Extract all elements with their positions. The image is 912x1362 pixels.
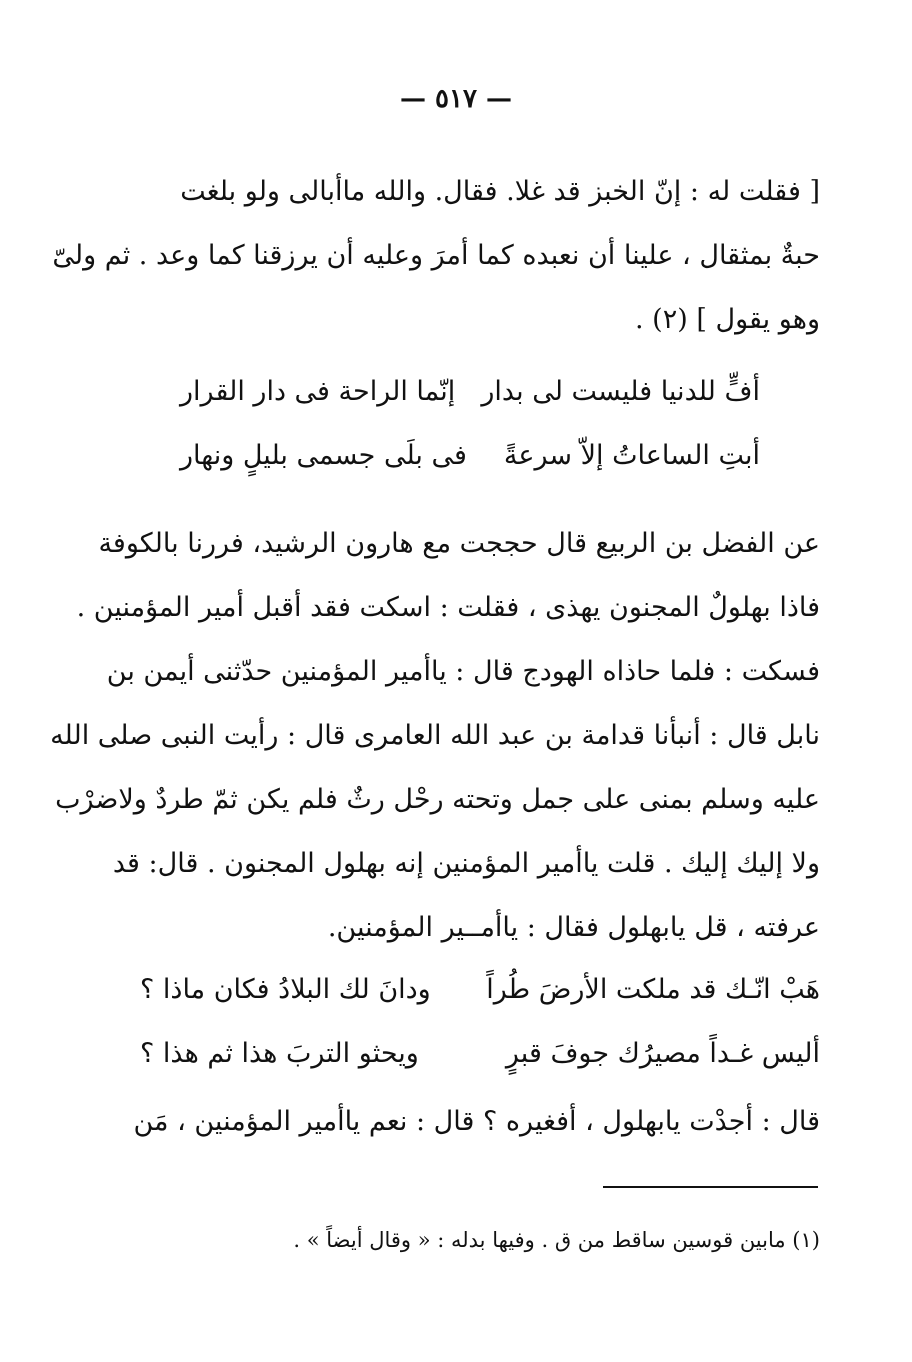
verse-hemistich-right: هَبْ انّـك قد ملكت الأرضَ طُراً xyxy=(486,974,820,1005)
verse-hemistich-left: ودانَ لك البلادُ فكان ماذا ؟ xyxy=(140,974,431,1005)
text-line: فسكت : فلما حاذاه الهودج قال : ياأمير المؤمنين حدّثنى أيمن بن xyxy=(106,656,820,687)
poem-verse-2 xyxy=(140,958,820,1086)
text-line: عليه وسلم بمنى على جمل وتحته رحْل رثٌ فلم يكن ثمّ طردٌ ولاضرْب xyxy=(55,784,820,815)
verse-hemistich-right: أليس غـداً مصيرُك جوفَ قبرٍ xyxy=(505,1038,820,1069)
footnote-divider xyxy=(603,1186,818,1188)
text-line: ولا إليك إليك . قلت ياأمير المؤمنين إنه بهلول المجنون . قال: قد xyxy=(112,848,820,879)
poem-verse-1 xyxy=(140,360,820,488)
main-paragraph xyxy=(50,512,820,960)
text-line: نابل قال : أنبأنا قدامة بن عبد الله العامرى قال : رأيت النبى صلى الله xyxy=(50,720,820,751)
intro-paragraph xyxy=(52,160,820,352)
text-line: قال : أجدْت يابهلول ، أفغيره ؟ قال : نعم ياأمير المؤمنين ، مَن xyxy=(133,1106,820,1137)
verse-line xyxy=(140,1022,820,1086)
verse-line xyxy=(140,958,820,1022)
verse-line xyxy=(180,360,760,424)
text-line: عرفته ، قل يابهلول فقال : ياأمــير المؤمنين. xyxy=(327,912,820,943)
footnote: (١) مابين قوسين ساقط من ق . وفيها بدله : « وقال أيضاً » . xyxy=(293,1228,820,1252)
verse-hemistich-left: فى بلَى جسمى بليلٍ ونهار xyxy=(180,440,467,471)
closing-paragraph xyxy=(133,1090,820,1154)
verse-hemistich-right: أبتِ الساعاتُ إلاّ سرعةً xyxy=(503,440,760,471)
text-line: فاذا بهلولٌ المجنون يهذى ، فقلت : اسكت فقد أقبل أمير المؤمنين . xyxy=(76,592,820,623)
verse-hemistich-left: ويحثو التربَ هذا ثم هذا ؟ xyxy=(140,1038,419,1069)
text-line: عن الفضل بن الربيع قال حججت مع هارون الرشيد، فررنا بالكوفة xyxy=(98,528,820,559)
verse-hemistich-right: أفٍّ للدنيا فليست لى بدار xyxy=(481,376,760,407)
text-line: حبةٌ بمثقال ، علينا أن نعبده كما أمرَ وعليه أن يرزقنا كما وعد . ثم ولىّ xyxy=(52,240,820,271)
text-line: [ فقلت له : إنّ الخبز قد غلا. فقال. والله ماأبالى ولو بلغت xyxy=(180,176,820,207)
verse-hemistich-left: إنّما الراحة فى دار القرار xyxy=(180,376,456,407)
text-line: وهو يقول ] (٢) . xyxy=(635,304,820,335)
verse-line xyxy=(180,424,760,488)
page-number: — ٥١٧ — xyxy=(399,84,513,114)
